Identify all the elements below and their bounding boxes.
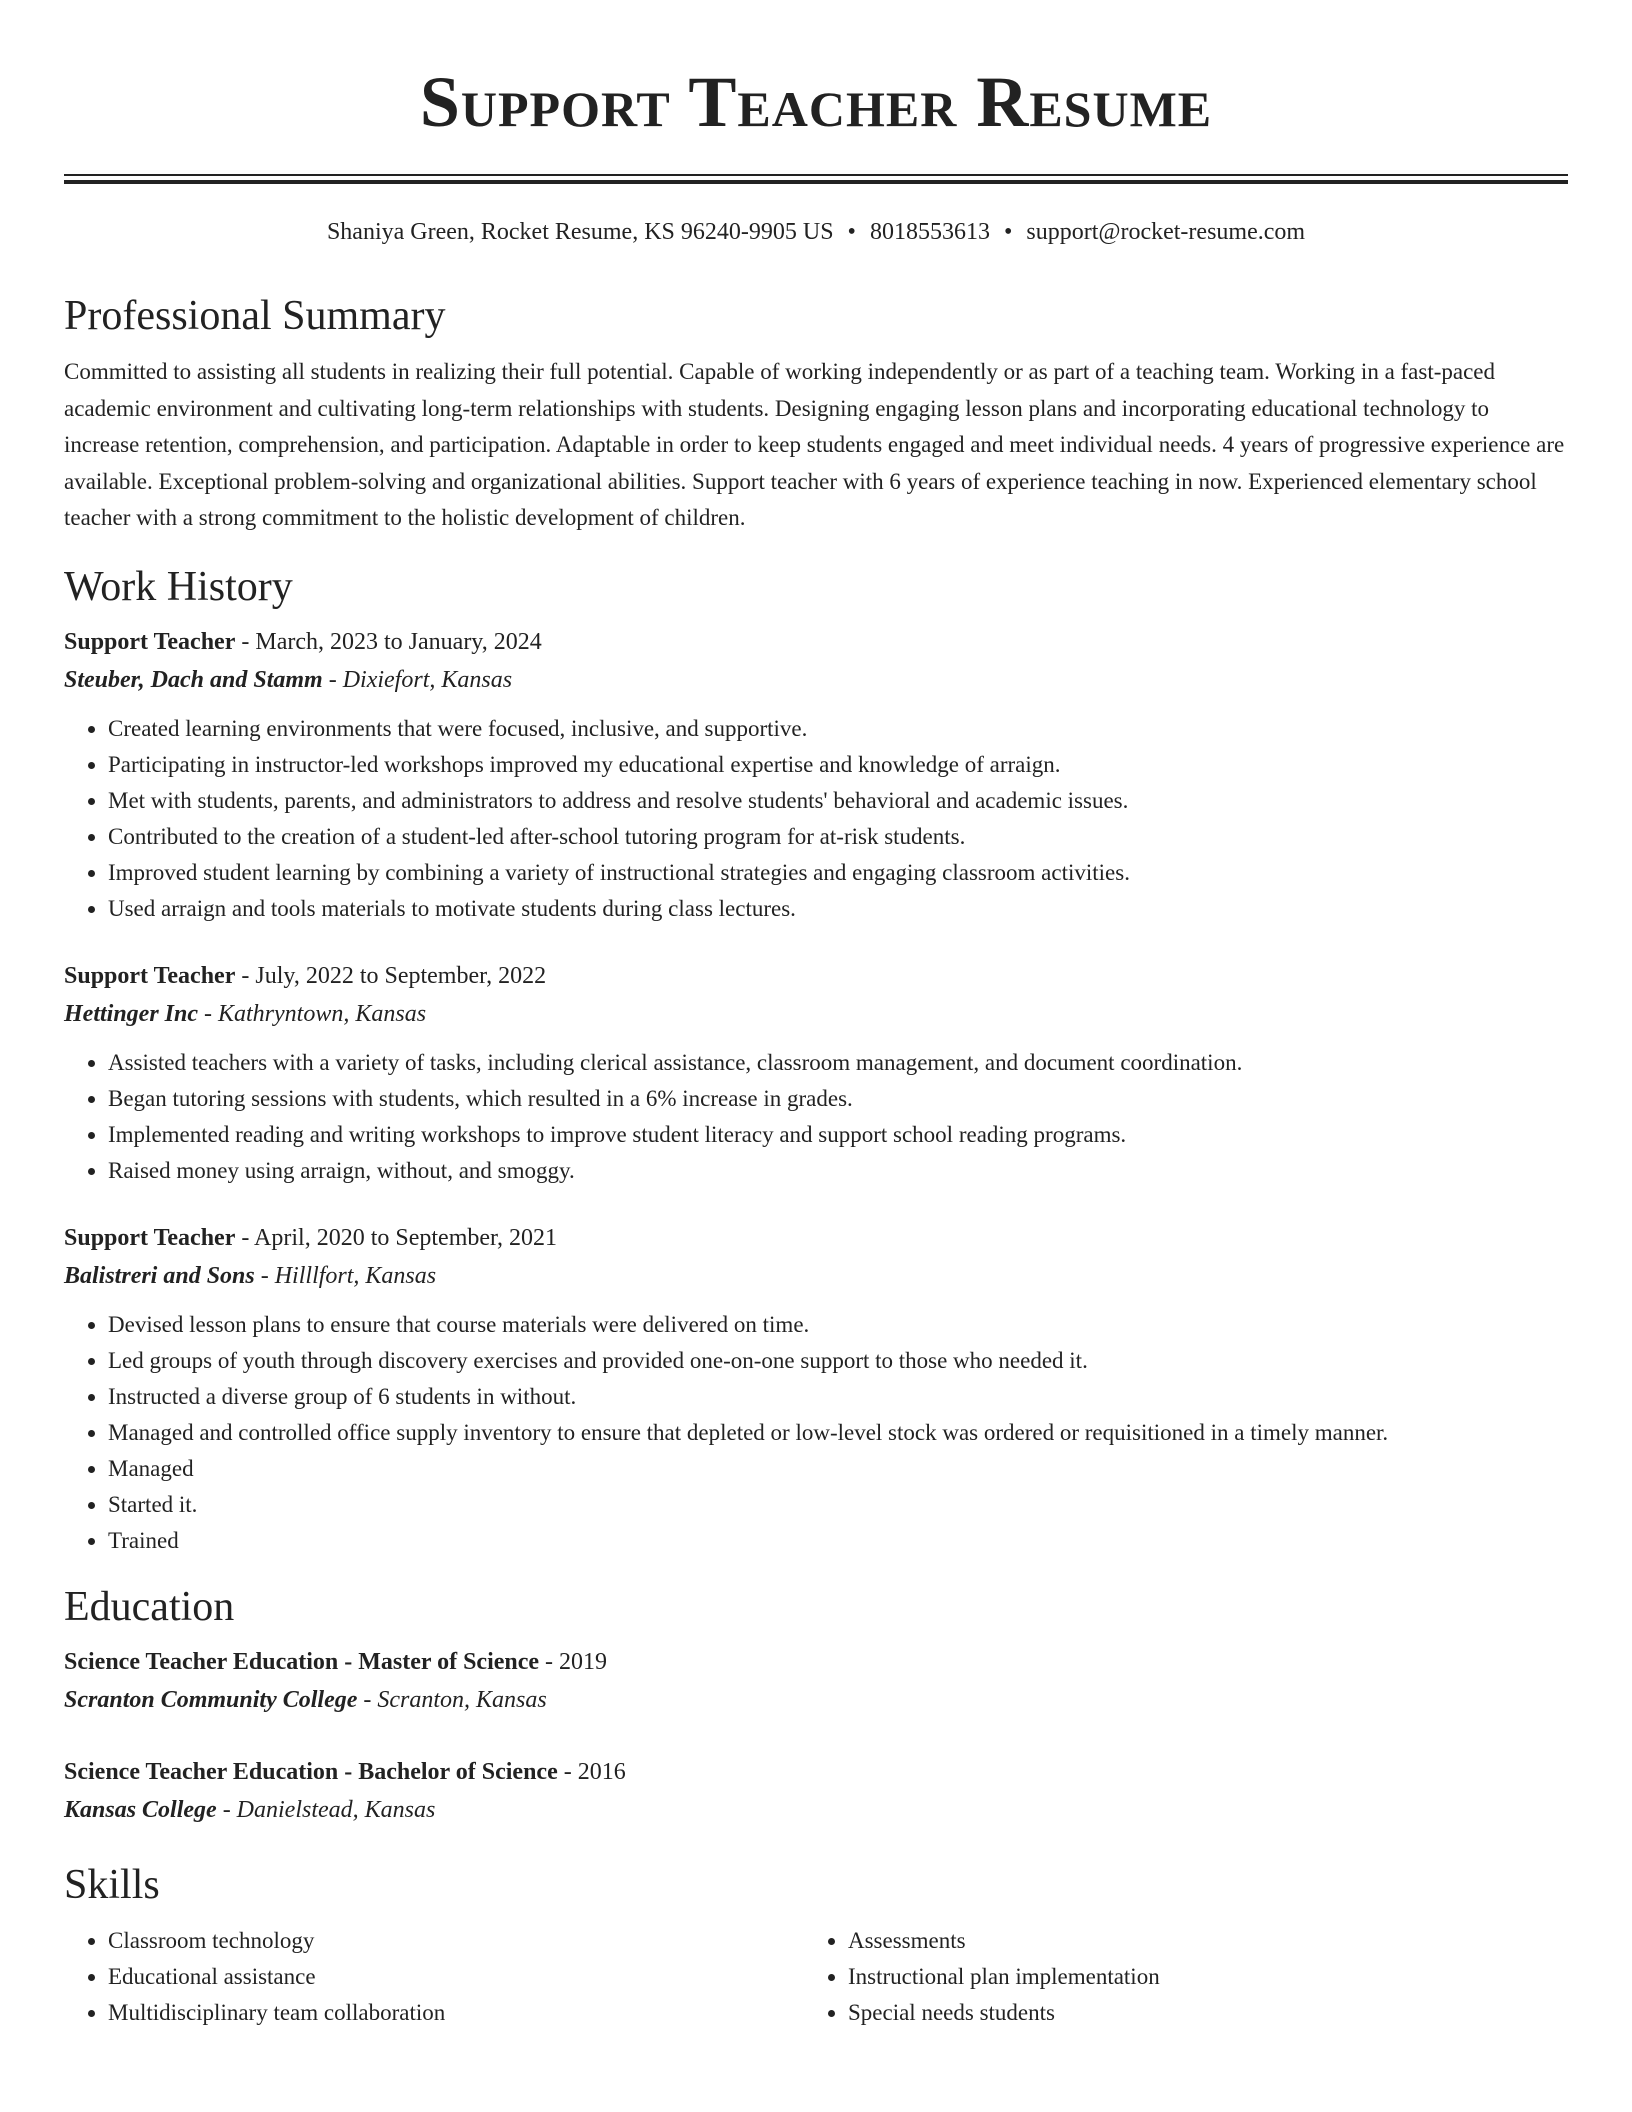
education-school-line <box>64 1791 1568 1829</box>
job-bullets <box>64 1045 1568 1189</box>
list-item: • Began tutoring sessions with students, which resulted in a 6% increase in grades. <box>108 1081 1568 1117</box>
work-history-heading: Work History <box>64 563 293 610</box>
job-company-line <box>64 661 1568 699</box>
skills-column-left <box>64 1923 804 2031</box>
job-company-line <box>64 1257 1568 1295</box>
job-title-line <box>64 623 1568 661</box>
list-item: • Led groups of youth through discovery exercises and provided one-on-one support to those who needed it. <box>108 1343 1568 1379</box>
job-company: Hettinger Inc <box>64 1000 199 1027</box>
job-title-line <box>64 957 1568 995</box>
job-title: Support Teacher <box>64 628 236 655</box>
summary-text: Committed to assisting all students in realizing their full potential. Capable of working independently or as part of a teaching team. Working in a fast-paced academic environment and cultivating long-term relationships with students. Designing engaging lesson plans and incorporating educational technology to increase retention, comprehension, and participation. Adaptable in order to keep students engaged and meet individual needs. 4 years of progressive experience are available. Exceptional problem-solving and organizational abilities. Support teacher with 6 years of experience teaching in now. Experienced elementary school teacher with a strong commitment to the holistic development of children. <box>64 359 1565 530</box>
education-school-line <box>64 1681 1568 1719</box>
job-dates: - July, 2022 to September, 2022 <box>235 962 547 989</box>
job-dates: - April, 2020 to September, 2021 <box>235 1224 558 1251</box>
education-degree: Science Teacher Education - Bachelor of Science <box>64 1758 558 1785</box>
list-item: • Participating in instructor-led workshops improved my educational expertise and knowledge of arraign. <box>108 747 1568 783</box>
title-divider <box>64 174 1568 184</box>
job-location: - Kathryntown, Kansas <box>198 1000 427 1027</box>
job-bullets <box>64 1307 1568 1559</box>
list-item: • Instructed a diverse group of 6 students in without. <box>108 1379 1568 1415</box>
education-year: - 2016 <box>557 1758 626 1785</box>
education-heading: Education <box>64 1583 235 1630</box>
job-company: Balistreri and Sons <box>64 1262 255 1289</box>
education-location: - Scranton, Kansas <box>357 1686 547 1713</box>
job-entry <box>64 957 1568 1189</box>
education-degree-line <box>64 1753 1568 1791</box>
list-item: • Assisted teachers with a variety of tasks, including clerical assistance, classroom management, and document coordination. <box>108 1045 1568 1081</box>
education-degree: Science Teacher Education - Master of Science <box>64 1648 540 1675</box>
contact-address: Shaniya Green, Rocket Resume, KS 96240-9905 US <box>326 219 834 245</box>
page-title: Support Teacher Resume <box>419 62 1213 142</box>
job-location: - Hilllfort, Kansas <box>254 1262 437 1289</box>
list-item: • Started it. <box>108 1487 1568 1523</box>
list-item: • Managed <box>108 1451 1568 1487</box>
education-school: Scranton Community College <box>64 1686 358 1713</box>
skills-list <box>64 1923 1568 2031</box>
education-entry <box>64 1643 1568 1719</box>
job-dates: - March, 2023 to January, 2024 <box>235 628 542 655</box>
job-location: - Dixiefort, Kansas <box>322 666 513 693</box>
education-entry <box>64 1753 1568 1829</box>
job-company-line <box>64 995 1568 1033</box>
education-year: - 2019 <box>539 1648 608 1675</box>
education-school: Kansas College <box>64 1796 217 1823</box>
contact-email: support@rocket-resume.com <box>1026 219 1306 245</box>
job-company: Steuber, Dach and Stamm <box>64 666 323 693</box>
list-item: • Devised lesson plans to ensure that course materials were delivered on time. <box>108 1307 1568 1343</box>
list-item: • Used arraign and tools materials to motivate students during class lectures. <box>108 891 1568 927</box>
list-item: • Trained <box>108 1523 1568 1559</box>
skill-item: • Multidisciplinary team collaboration <box>108 1995 804 2031</box>
skill-item: • Educational assistance <box>108 1959 804 1995</box>
contact-line <box>64 216 1568 248</box>
contact-phone: 8018553613 <box>869 219 990 245</box>
job-bullets <box>64 711 1568 927</box>
job-title: Support Teacher <box>64 962 236 989</box>
job-entry <box>64 623 1568 927</box>
list-item: • Created learning environments that were focused, inclusive, and supportive. <box>108 711 1568 747</box>
skills-heading: Skills <box>64 1861 160 1908</box>
job-title-line <box>64 1219 1568 1257</box>
job-title: Support Teacher <box>64 1224 236 1251</box>
contact-separator: • <box>847 219 856 245</box>
list-item: • Contributed to the creation of a student-led after-school tutoring program for at-risk students. <box>108 819 1568 855</box>
job-entry <box>64 1219 1568 1559</box>
skill-item: • Special needs students <box>848 1995 1544 2031</box>
summary-heading: Professional Summary <box>64 293 446 339</box>
list-item: • Managed and controlled office supply inventory to ensure that depleted or low-level stock was ordered or requisitioned in a timely manner. <box>108 1415 1568 1451</box>
skill-item: • Instructional plan implementation <box>848 1959 1544 1995</box>
contact-separator: • <box>1003 219 1013 245</box>
education-degree-line <box>64 1643 1568 1681</box>
skill-item: • Classroom technology <box>108 1923 804 1959</box>
list-item: • Met with students, parents, and administrators to address and resolve students' behavioral and academic issues. <box>108 783 1568 819</box>
list-item: • Implemented reading and writing workshops to improve student literacy and support school reading programs. <box>108 1117 1568 1153</box>
skill-item: • Assessments <box>848 1923 1544 1959</box>
list-item: • Improved student learning by combining a variety of instructional strategies and engaging classroom activities. <box>108 855 1568 891</box>
education-location: - Danielstead, Kansas <box>216 1796 436 1823</box>
skills-column-right <box>804 1923 1544 2031</box>
list-item: • Raised money using arraign, without, and smoggy. <box>108 1153 1568 1189</box>
